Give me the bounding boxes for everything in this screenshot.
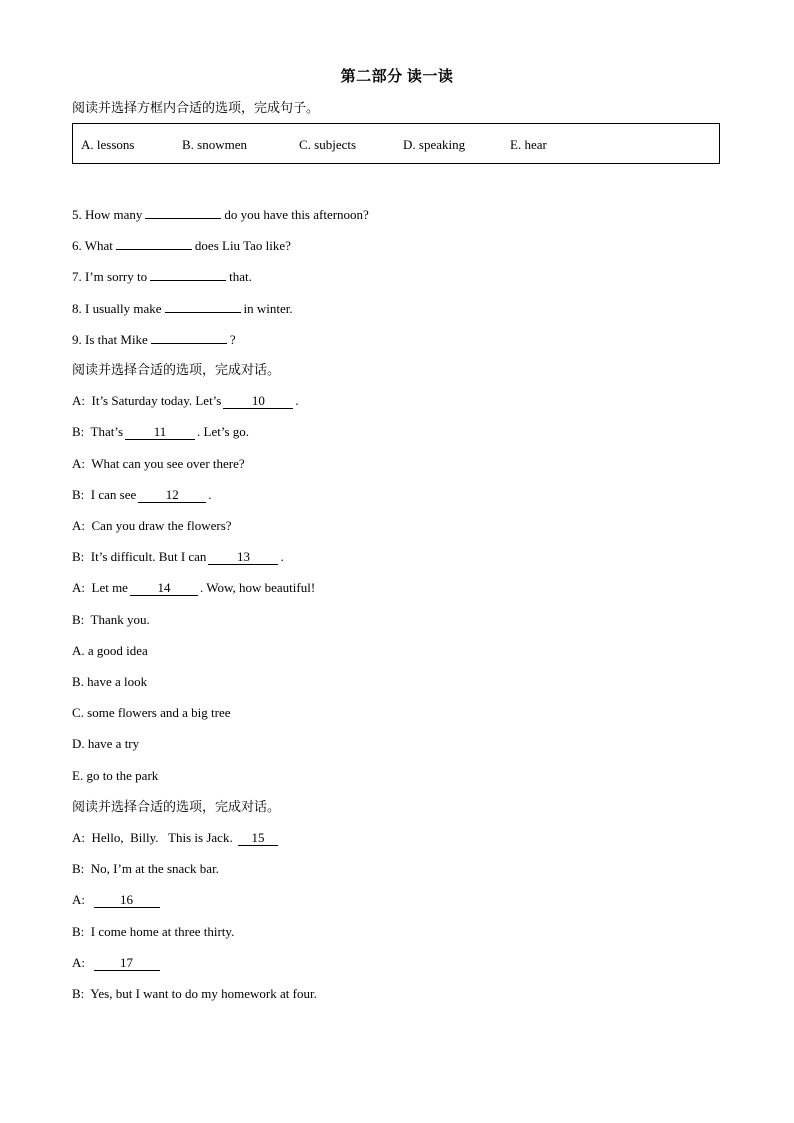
options-box [72, 123, 720, 164]
dialogue-text: A: Hello, Billy. This is Jack. [72, 830, 233, 845]
dialogue-line [72, 518, 232, 534]
dialogue-text: B: That’s [72, 424, 124, 439]
question-text: in winter. [243, 301, 293, 316]
choice-a: A. a good idea [72, 643, 148, 658]
dialogue-line [72, 892, 162, 908]
dialogue-text: A: [72, 892, 85, 907]
dialogue-text: A: [72, 955, 85, 970]
dialogue-text: A: What can you see over there? [72, 456, 245, 471]
dialogue-text: B: Yes, but I want to do my homework at four. [72, 986, 317, 1001]
option-d: D. speaking [403, 137, 466, 152]
dialogue-line [72, 456, 245, 472]
dialogue-text: A: It’s Saturday today. Let’s [72, 393, 222, 408]
question-8 [72, 300, 293, 317]
dialogue-line [72, 924, 234, 940]
answer-blank[interactable] [150, 268, 226, 281]
dialogue-line [72, 955, 162, 971]
numbered-blank[interactable]: 17 [94, 956, 160, 971]
question-text: that. [229, 269, 252, 284]
numbered-blank[interactable]: 12 [138, 488, 206, 503]
numbered-blank[interactable]: 11 [125, 425, 195, 440]
dialogue-text: . [295, 393, 299, 408]
dialogue-text: A: Can you draw the flowers? [72, 518, 232, 533]
dialogue-text: . Wow, how beautiful! [199, 580, 316, 595]
dialogue-text: B: Thank you. [72, 612, 150, 627]
dialogue-text: . Let’s go. [197, 424, 250, 439]
dialogue-line [72, 830, 280, 846]
dialogue-text: . [208, 487, 212, 502]
answer-blank[interactable] [151, 331, 227, 344]
question-text: 8. I usually make [72, 301, 162, 316]
dialogue-line [72, 424, 249, 440]
choice-c: C. some flowers and a big tree [72, 705, 231, 720]
option-c: C. subjects [299, 137, 357, 152]
answer-blank[interactable] [116, 237, 192, 250]
dialogue-text: B: It’s difficult. But I can [72, 549, 207, 564]
choice-d: D. have a try [72, 736, 140, 751]
answer-blank[interactable] [165, 300, 241, 313]
question-text: 5. How many [72, 207, 143, 222]
question-9 [72, 331, 236, 348]
question-7 [72, 268, 252, 285]
numbered-blank[interactable]: 16 [94, 893, 160, 908]
dialogue-line [72, 861, 219, 877]
question-5 [72, 206, 369, 223]
option-a: A. lessons [81, 137, 135, 152]
choice-b: B. have a look [72, 674, 148, 689]
dialogue-text: B: I can see [72, 487, 137, 502]
question-text: does Liu Tao like? [194, 238, 291, 253]
question-6 [72, 237, 291, 254]
question-text: ? [229, 332, 236, 347]
option-b: B. snowmen [182, 137, 247, 152]
question-text: 9. Is that Mike [72, 332, 148, 347]
question-text: 6. What [72, 238, 113, 253]
numbered-blank[interactable]: 10 [223, 394, 293, 409]
numbered-blank[interactable]: 13 [208, 550, 278, 565]
question-text: 7. I’m sorry to [72, 269, 148, 284]
dialogue-line [72, 393, 299, 409]
choice-e: E. go to the park [72, 768, 159, 783]
dialogue-line [72, 549, 284, 565]
dialogue-text: B: No, I’m at the snack bar. [72, 861, 219, 876]
question-text: do you have this afternoon? [224, 207, 369, 222]
section3-instruction: 阅读并选择合适的选项，完成对话。 [72, 799, 281, 814]
dialogue-text: A: Let me [72, 580, 128, 595]
numbered-blank[interactable]: 15 [238, 831, 278, 846]
dialogue-line [72, 580, 315, 596]
numbered-blank[interactable]: 14 [130, 581, 198, 596]
option-e: E. hear [510, 137, 547, 152]
dialogue-line [72, 487, 212, 503]
section1-instruction: 阅读并选择方框内合适的选项，完成句子。 [72, 100, 320, 115]
section-title: 第二部分 读一读 [340, 69, 454, 85]
dialogue-text: . [280, 549, 284, 564]
dialogue-text: B: I come home at three thirty. [72, 924, 235, 939]
dialogue-line [72, 612, 150, 628]
section2-instruction: 阅读并选择合适的选项，完成对话。 [72, 362, 281, 377]
dialogue-line [72, 986, 317, 1002]
answer-blank[interactable] [145, 206, 221, 219]
